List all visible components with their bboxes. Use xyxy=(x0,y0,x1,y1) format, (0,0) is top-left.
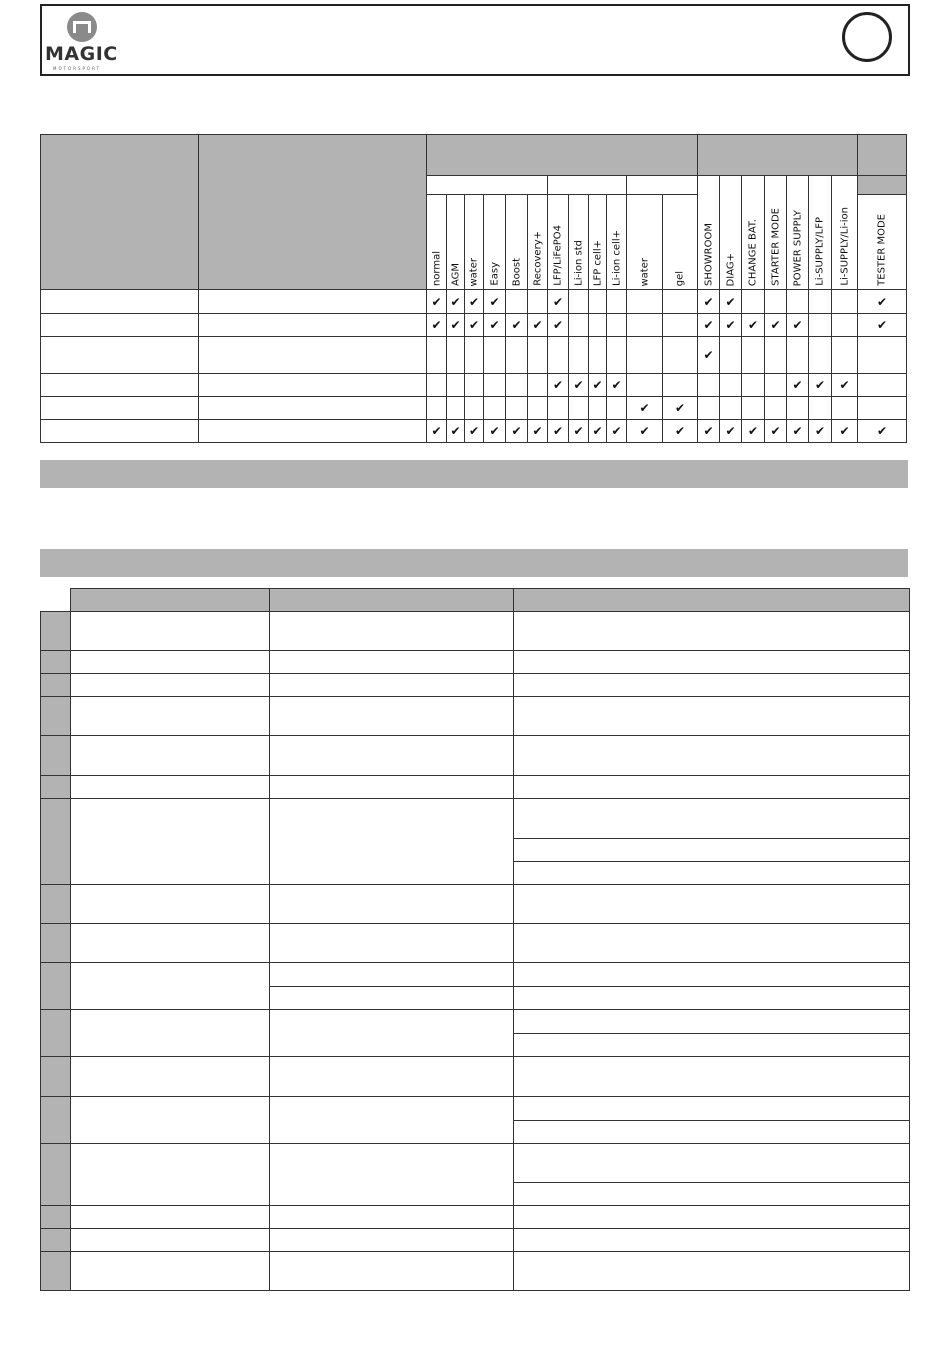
function-name-cell xyxy=(71,612,270,651)
empty-cell xyxy=(742,374,765,397)
col-normal: normal xyxy=(427,195,447,290)
empty-cell xyxy=(627,374,663,397)
check-icon: ✔ xyxy=(858,314,907,337)
empty-cell xyxy=(484,397,506,420)
row-index xyxy=(41,776,71,799)
function-desc-cell xyxy=(514,1183,910,1206)
check-icon: ✔ xyxy=(548,420,569,443)
empty-cell xyxy=(528,374,548,397)
row-index xyxy=(41,1097,71,1144)
compat-row xyxy=(41,337,907,374)
check-icon: ✔ xyxy=(627,397,663,420)
page-ring-icon xyxy=(842,12,892,62)
mode-name-cell xyxy=(41,397,199,420)
function-desc-cell xyxy=(514,674,910,697)
empty-cell xyxy=(569,337,589,374)
empty-cell xyxy=(607,314,627,337)
mode-name-cell xyxy=(41,337,199,374)
empty-cell xyxy=(589,314,607,337)
empty-cell xyxy=(809,337,832,374)
check-icon: ✔ xyxy=(484,290,506,314)
header-cell-mode xyxy=(41,135,199,290)
header-cell-description xyxy=(199,135,427,290)
function-setting-cell xyxy=(270,963,514,987)
check-icon: ✔ xyxy=(528,314,548,337)
empty-cell xyxy=(447,397,465,420)
check-icon: ✔ xyxy=(465,420,484,443)
check-icon: ✔ xyxy=(698,314,720,337)
group-6v xyxy=(627,176,698,195)
check-icon: ✔ xyxy=(698,420,720,443)
empty-cell xyxy=(765,374,787,397)
empty-cell xyxy=(447,374,465,397)
empty-cell xyxy=(698,374,720,397)
function-name-cell xyxy=(71,885,270,924)
row-index xyxy=(41,963,71,1010)
empty-cell xyxy=(506,290,528,314)
check-icon: ✔ xyxy=(484,314,506,337)
function-header-col-2 xyxy=(270,589,514,612)
function-name-cell xyxy=(71,1010,270,1057)
function-name-cell xyxy=(71,651,270,674)
empty-cell xyxy=(465,337,484,374)
section-bar-2 xyxy=(40,549,908,577)
mode-desc-cell xyxy=(199,374,427,397)
check-icon: ✔ xyxy=(506,420,528,443)
check-icon: ✔ xyxy=(698,337,720,374)
function-setting-cell xyxy=(270,1144,514,1206)
col-lfp-cell: LFP cell+ xyxy=(589,195,607,290)
check-icon: ✔ xyxy=(484,420,506,443)
function-setting-cell xyxy=(270,799,514,885)
compatibility-body xyxy=(41,290,907,443)
compat-row xyxy=(41,420,907,443)
col-diag: DIAG+ xyxy=(720,176,742,290)
check-icon: ✔ xyxy=(427,290,447,314)
col-gel: gel xyxy=(663,195,698,290)
check-icon: ✔ xyxy=(548,374,569,397)
check-icon: ✔ xyxy=(787,314,809,337)
function-desc-cell xyxy=(514,799,910,839)
col-recovery: Recovery+ xyxy=(528,195,548,290)
check-icon: ✔ xyxy=(765,420,787,443)
check-icon: ✔ xyxy=(698,290,720,314)
empty-cell xyxy=(528,290,548,314)
function-desc-cell xyxy=(514,612,910,651)
check-icon: ✔ xyxy=(607,420,627,443)
row-index xyxy=(41,1252,71,1291)
check-icon: ✔ xyxy=(663,397,698,420)
header-cell-tester xyxy=(858,135,907,176)
empty-cell xyxy=(832,314,858,337)
function-setting-cell xyxy=(270,651,514,674)
check-icon: ✔ xyxy=(589,374,607,397)
function-setting-cell xyxy=(270,1252,514,1291)
row-index xyxy=(41,885,71,924)
check-icon: ✔ xyxy=(720,314,742,337)
header-cell-battery-types xyxy=(427,135,698,176)
row-index xyxy=(41,799,71,885)
empty-cell xyxy=(858,337,907,374)
row-index xyxy=(41,1057,71,1097)
check-icon: ✔ xyxy=(858,290,907,314)
function-desc-cell xyxy=(514,1121,910,1144)
empty-cell xyxy=(589,397,607,420)
mode-name-cell xyxy=(41,374,199,397)
check-icon: ✔ xyxy=(506,314,528,337)
empty-cell xyxy=(720,397,742,420)
function-name-cell xyxy=(71,924,270,963)
empty-cell xyxy=(465,374,484,397)
compat-row xyxy=(41,314,907,337)
check-icon: ✔ xyxy=(447,420,465,443)
function-setting-cell xyxy=(270,885,514,924)
check-icon: ✔ xyxy=(607,374,627,397)
col-change-bat: CHANGE BAT. xyxy=(742,176,765,290)
function-header-col-1 xyxy=(71,589,270,612)
check-icon: ✔ xyxy=(569,420,589,443)
function-name-cell xyxy=(71,697,270,736)
check-icon: ✔ xyxy=(663,420,698,443)
function-desc-cell xyxy=(514,839,910,862)
row-index xyxy=(41,924,71,963)
function-desc-cell xyxy=(514,736,910,776)
mode-desc-cell xyxy=(199,420,427,443)
empty-cell xyxy=(548,397,569,420)
check-icon: ✔ xyxy=(465,314,484,337)
function-name-cell xyxy=(71,1144,270,1206)
empty-cell xyxy=(427,337,447,374)
mode-name-cell xyxy=(41,420,199,443)
check-icon: ✔ xyxy=(465,290,484,314)
function-desc-cell xyxy=(514,924,910,963)
group-lithium xyxy=(548,176,627,195)
function-setting-cell xyxy=(270,1010,514,1057)
header-cell-functions xyxy=(698,135,858,176)
empty-cell xyxy=(832,397,858,420)
logo-brand: MAGIC xyxy=(45,43,118,65)
empty-cell xyxy=(787,337,809,374)
function-desc-cell xyxy=(514,1144,910,1183)
empty-cell xyxy=(484,374,506,397)
row-index xyxy=(41,1010,71,1057)
function-desc-cell xyxy=(514,1206,910,1229)
empty-cell xyxy=(698,397,720,420)
mode-name-cell xyxy=(41,314,199,337)
empty-cell xyxy=(528,337,548,374)
col-water-6v: water xyxy=(627,195,663,290)
function-setting-cell xyxy=(270,776,514,799)
function-setting-cell xyxy=(270,736,514,776)
function-setting-cell xyxy=(270,1206,514,1229)
col-power-supply: POWER SUPPLY xyxy=(787,176,809,290)
mode-desc-cell xyxy=(199,397,427,420)
empty-cell xyxy=(787,397,809,420)
check-icon: ✔ xyxy=(589,420,607,443)
empty-cell xyxy=(809,314,832,337)
check-icon: ✔ xyxy=(742,314,765,337)
check-icon: ✔ xyxy=(548,314,569,337)
logo-subtitle: MOTORSPORT xyxy=(53,66,102,71)
page-header xyxy=(40,4,910,76)
empty-cell xyxy=(447,337,465,374)
empty-cell xyxy=(742,397,765,420)
function-setting-cell xyxy=(270,697,514,736)
empty-cell xyxy=(569,290,589,314)
row-index xyxy=(41,1144,71,1206)
col-agm: AGM xyxy=(447,195,465,290)
check-icon: ✔ xyxy=(720,290,742,314)
empty-cell xyxy=(627,337,663,374)
check-icon: ✔ xyxy=(765,314,787,337)
function-desc-cell xyxy=(514,1034,910,1057)
empty-cell xyxy=(589,290,607,314)
empty-cell xyxy=(663,374,698,397)
mode-desc-cell xyxy=(199,337,427,374)
row-index xyxy=(41,612,71,651)
mode-desc-cell xyxy=(199,290,427,314)
function-name-cell xyxy=(71,1252,270,1291)
empty-cell xyxy=(627,314,663,337)
check-icon: ✔ xyxy=(787,374,809,397)
check-icon: ✔ xyxy=(858,420,907,443)
empty-cell xyxy=(663,337,698,374)
empty-cell xyxy=(720,337,742,374)
check-icon: ✔ xyxy=(809,374,832,397)
row-index xyxy=(41,697,71,736)
empty-cell xyxy=(832,290,858,314)
empty-cell xyxy=(607,397,627,420)
empty-cell xyxy=(607,337,627,374)
empty-cell xyxy=(663,290,698,314)
check-icon: ✔ xyxy=(627,420,663,443)
compat-row xyxy=(41,290,907,314)
check-icon: ✔ xyxy=(742,420,765,443)
corner-blank xyxy=(41,589,71,612)
function-setting-cell xyxy=(270,674,514,697)
col-starter-mode: STARTER MODE xyxy=(765,176,787,290)
function-name-cell xyxy=(71,799,270,885)
row-index xyxy=(41,736,71,776)
col-lfp-lifepo4: LFP/LiFePO4 xyxy=(548,195,569,290)
row-index xyxy=(41,674,71,697)
function-name-cell xyxy=(71,1057,270,1097)
mode-name-cell xyxy=(41,290,199,314)
function-name-cell xyxy=(71,1229,270,1252)
check-icon: ✔ xyxy=(809,420,832,443)
empty-cell xyxy=(765,290,787,314)
function-setting-cell xyxy=(270,1229,514,1252)
empty-cell xyxy=(607,290,627,314)
empty-cell xyxy=(742,337,765,374)
col-easy: Easy xyxy=(484,195,506,290)
empty-cell xyxy=(506,337,528,374)
empty-cell xyxy=(787,290,809,314)
col-boost: Boost xyxy=(506,195,528,290)
function-desc-cell xyxy=(514,1057,910,1097)
empty-cell xyxy=(742,290,765,314)
logo-mark-icon xyxy=(67,12,97,42)
empty-cell xyxy=(506,374,528,397)
function-name-cell xyxy=(71,1206,270,1229)
check-icon: ✔ xyxy=(427,314,447,337)
empty-cell xyxy=(720,374,742,397)
check-icon: ✔ xyxy=(447,290,465,314)
function-header-col-3 xyxy=(514,589,910,612)
function-setting-cell xyxy=(270,924,514,963)
magic-logo xyxy=(45,10,123,72)
empty-cell xyxy=(809,397,832,420)
function-desc-cell xyxy=(514,1229,910,1252)
function-desc-cell xyxy=(514,987,910,1010)
check-icon: ✔ xyxy=(548,290,569,314)
compat-row xyxy=(41,374,907,397)
function-setting-cell xyxy=(270,1097,514,1144)
empty-cell xyxy=(627,290,663,314)
row-index xyxy=(41,651,71,674)
empty-cell xyxy=(427,397,447,420)
empty-cell xyxy=(427,374,447,397)
empty-cell xyxy=(569,397,589,420)
function-desc-cell xyxy=(514,776,910,799)
empty-cell xyxy=(858,397,907,420)
empty-cell xyxy=(765,397,787,420)
section-bar-1 xyxy=(40,460,908,488)
function-desc-cell xyxy=(514,862,910,885)
function-name-cell xyxy=(71,776,270,799)
empty-cell xyxy=(663,314,698,337)
check-icon: ✔ xyxy=(787,420,809,443)
function-name-cell xyxy=(71,963,270,1010)
col-water: water xyxy=(465,195,484,290)
function-setting-cell xyxy=(270,987,514,1010)
check-icon: ✔ xyxy=(427,420,447,443)
col-li-ion-cell: Li-ion cell+ xyxy=(607,195,627,290)
empty-cell xyxy=(528,397,548,420)
col-li-ion-std: Li-ion std xyxy=(569,195,589,290)
check-icon: ✔ xyxy=(528,420,548,443)
compat-row xyxy=(41,397,907,420)
check-icon: ✔ xyxy=(447,314,465,337)
check-icon: ✔ xyxy=(832,374,858,397)
function-table xyxy=(40,588,910,1291)
row-index xyxy=(41,1206,71,1229)
function-desc-cell xyxy=(514,697,910,736)
col-showroom: SHOWROOM xyxy=(698,176,720,290)
empty-cell xyxy=(484,337,506,374)
group-lead-acid xyxy=(427,176,548,195)
function-name-cell xyxy=(71,674,270,697)
empty-cell xyxy=(548,337,569,374)
function-setting-cell xyxy=(270,612,514,651)
empty-cell xyxy=(569,314,589,337)
empty-cell xyxy=(832,337,858,374)
function-desc-cell xyxy=(514,651,910,674)
empty-cell xyxy=(809,290,832,314)
check-icon: ✔ xyxy=(569,374,589,397)
function-desc-cell xyxy=(514,1097,910,1121)
function-desc-cell xyxy=(514,1010,910,1034)
col-li-supply-lfp: Li-SUPPLY/LFP xyxy=(809,176,832,290)
empty-cell xyxy=(765,337,787,374)
function-name-cell xyxy=(71,1097,270,1144)
function-desc-cell xyxy=(514,1252,910,1291)
row-index xyxy=(41,1229,71,1252)
compatibility-table xyxy=(40,134,907,443)
col-li-supply-li-ion: Li-SUPPLY/Li-ion xyxy=(832,176,858,290)
empty-cell xyxy=(506,397,528,420)
function-name-cell xyxy=(71,736,270,776)
function-desc-cell xyxy=(514,885,910,924)
function-desc-cell xyxy=(514,963,910,987)
check-icon: ✔ xyxy=(832,420,858,443)
col-tester-mode: TESTER MODE xyxy=(858,195,907,290)
empty-cell xyxy=(465,397,484,420)
header-cell-tester-sub xyxy=(858,176,907,195)
empty-cell xyxy=(858,374,907,397)
mode-desc-cell xyxy=(199,314,427,337)
function-setting-cell xyxy=(270,1057,514,1097)
check-icon: ✔ xyxy=(720,420,742,443)
empty-cell xyxy=(589,337,607,374)
